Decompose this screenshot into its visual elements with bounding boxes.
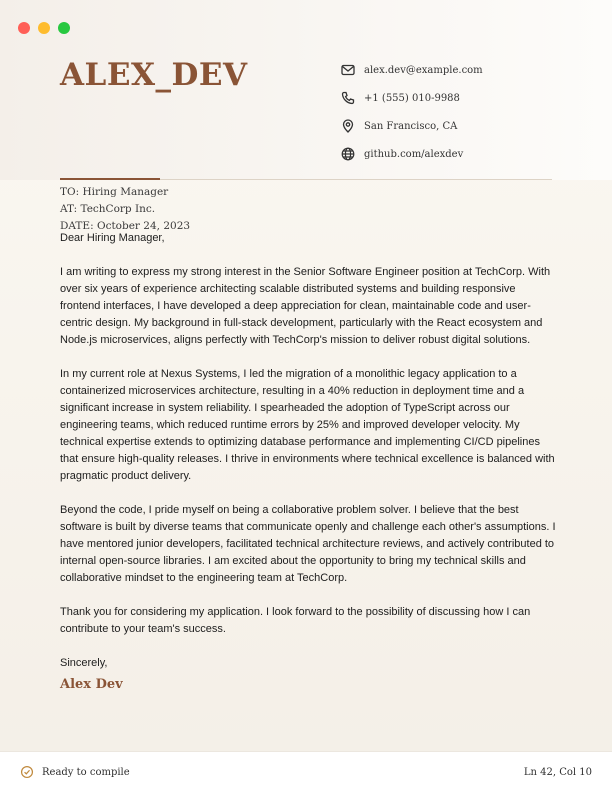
location-pin-icon — [340, 118, 356, 134]
letter-paragraph: Beyond the code, I pride myself on being a collaborative problem solver. I believe that the best software is built by diverse teams that communicate openly and challenge each other's assumptions. I have mentored junior developers, facilitated technical architecture reviews, and actively contributed to internal open-source libraries. I am excited about the opportunity to bring my technical skills and collaborative mindset to the engineering team at TechCorp. — [60, 504, 556, 584]
contact-website-text: github.com/alexdev — [364, 148, 464, 160]
cursor-position: Ln 42, Col 10 — [523, 766, 592, 778]
window-controls — [18, 22, 70, 34]
contact-website — [340, 140, 483, 168]
contact-location — [340, 112, 483, 140]
contact-list — [340, 56, 483, 168]
globe-icon — [340, 146, 356, 162]
maximize-window-button[interactable] — [58, 22, 70, 34]
compile-status — [20, 765, 130, 779]
contact-phone — [340, 84, 483, 112]
contact-email-text: alex.dev@example.com — [364, 64, 483, 76]
header-accent-divider — [60, 178, 160, 180]
minimize-window-button[interactable] — [38, 22, 50, 34]
date-line: DATE: October 24, 2023 — [60, 220, 191, 232]
company-line: AT: TechCorp Inc. — [60, 203, 156, 215]
letter-paragraph: I am writing to express my strong interest in the Senior Software Engineer position at TechCorp. With over six years of experience architecting scalable distributed systems and building responsive frontend interfaces, I have developed a deep appreciation for clean, maintainable code and user-centric design. My background in full-stack development, particularly with the React ecosystem and Node.js microservices, aligns perfectly with TechCorp's mission to deliver robust digital solutions. — [60, 266, 551, 346]
status-bar — [0, 751, 612, 792]
letter-meta — [60, 184, 190, 235]
compile-status-text: Ready to compile — [42, 766, 130, 778]
letter-signature: Alex Dev — [60, 677, 123, 692]
recipient-line: TO: Hiring Manager — [60, 186, 169, 198]
contact-location-text: San Francisco, CA — [364, 120, 458, 132]
check-circle-icon — [20, 765, 34, 779]
close-window-button[interactable] — [18, 22, 30, 34]
contact-phone-text: +1 (555) 010-9988 — [364, 92, 460, 104]
letter-body — [60, 230, 556, 693]
mail-icon — [340, 62, 356, 78]
letter-paragraph: Thank you for considering my application. I look forward to the possibility of discussing how I can contribute to your team's success. — [60, 606, 531, 635]
applicant-name: ALEX_DEV — [60, 57, 248, 93]
letter-header — [0, 0, 612, 180]
letter-closing: Sincerely, — [60, 657, 108, 669]
letter-greeting: Dear Hiring Manager, — [60, 232, 165, 244]
contact-email — [340, 56, 483, 84]
letter-paragraph: In my current role at Nexus Systems, I led the migration of a monolithic legacy application to a containerized microservices architecture, resulting in a 40% reduction in deployment time and a significant increase in system reliability. I spearheaded the adoption of TypeScript across our engineering teams, which reduced runtime errors by 25% and improved developer velocity. My technical expertise extends to optimizing database performance and implementing CI/CD pipelines that ensure high-quality releases. I thrive in environments where technical excellence is balanced with pragmatic product delivery. — [60, 368, 555, 482]
phone-icon — [340, 90, 356, 106]
